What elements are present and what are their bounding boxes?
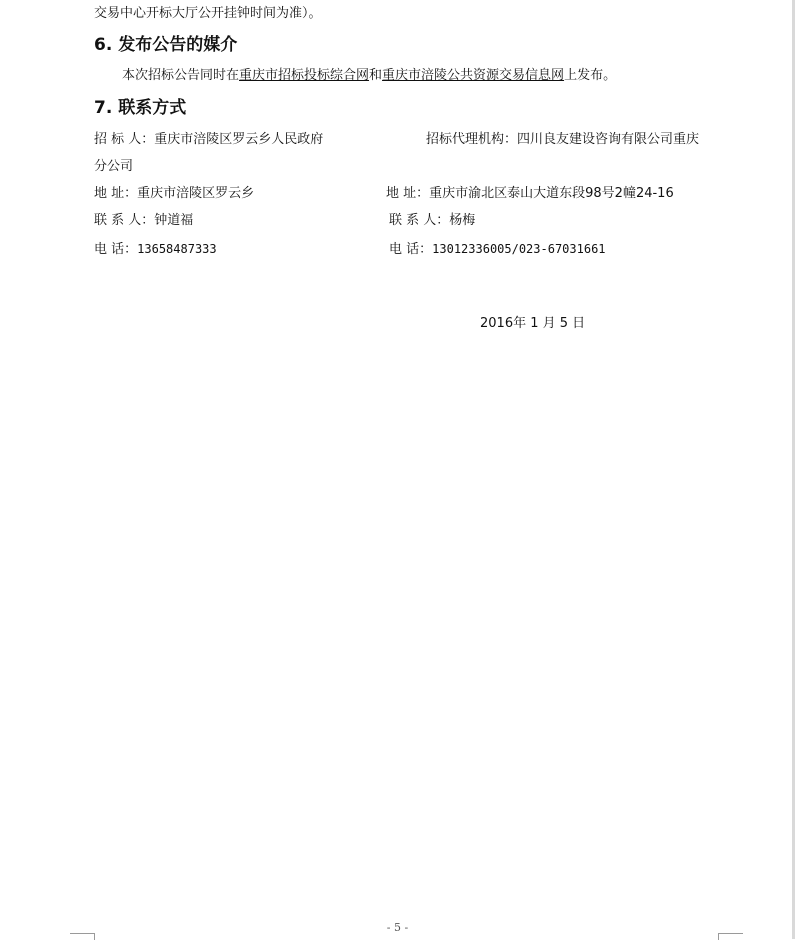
tenderer-phone-label: 电 话： [94,242,138,257]
agency-contact-value: 杨梅 [449,213,476,228]
para-suffix: 上发布。 [564,68,617,83]
tenderer-contact-row [94,213,193,229]
section-6-paragraph [122,68,616,84]
agency-contact-label: 联 系 人： [389,213,450,228]
agency-address-label: 地 址： [386,186,430,201]
document-date: 2016年 1 月 5 日 [480,316,586,331]
tenderer-phone-row [94,241,217,258]
tenderer-phone-value: 13658487333 [137,242,217,256]
link-chongqing-bidding-site[interactable]: 重庆市招标投标综合网 [239,68,370,83]
agency-value: 四川良友建设咨询有限公司重庆 [517,132,700,147]
tenderer-address-value: 重庆市涪陵区罗云乡 [137,186,255,201]
tenderer-value: 重庆市涪陵区罗云乡人民政府 [154,132,324,147]
para-prefix: 本次招标公告同时在 [122,68,240,83]
tenderer-address-row [94,186,254,202]
tenderer-row [94,132,323,148]
section-7-heading: 7. 联系方式 [94,98,187,118]
continued-line: 交易中心开标大厅公开挂钟时间为准）。 [94,6,322,21]
page-number: - 5 - [386,921,409,934]
agency-value-continued: 分公司 [94,159,134,174]
tenderer-address-label: 地 址： [94,186,138,201]
agency-phone-row [389,241,606,258]
tenderer-contact-label: 联 系 人： [94,213,155,228]
link-fuling-trading-site[interactable]: 重庆市涪陵公共资源交易信息网 [382,68,565,83]
agency-phone-label: 电 话： [389,242,433,257]
agency-address-row [386,186,674,202]
agency-phone-value: 13012336005/023-67031661 [432,242,606,256]
tenderer-contact-value: 钟道福 [154,213,194,228]
agency-contact-row [389,213,475,229]
para-mid: 和 [369,68,383,83]
agency-row [426,132,699,148]
tenderer-label: 招 标 人： [94,132,155,147]
agency-label: 招标代理机构： [426,132,518,147]
section-6-heading: 6. 发布公告的媒介 [94,35,238,55]
agency-address-value: 重庆市渝北区泰山大道东段98号2幢24-16 [429,186,674,201]
